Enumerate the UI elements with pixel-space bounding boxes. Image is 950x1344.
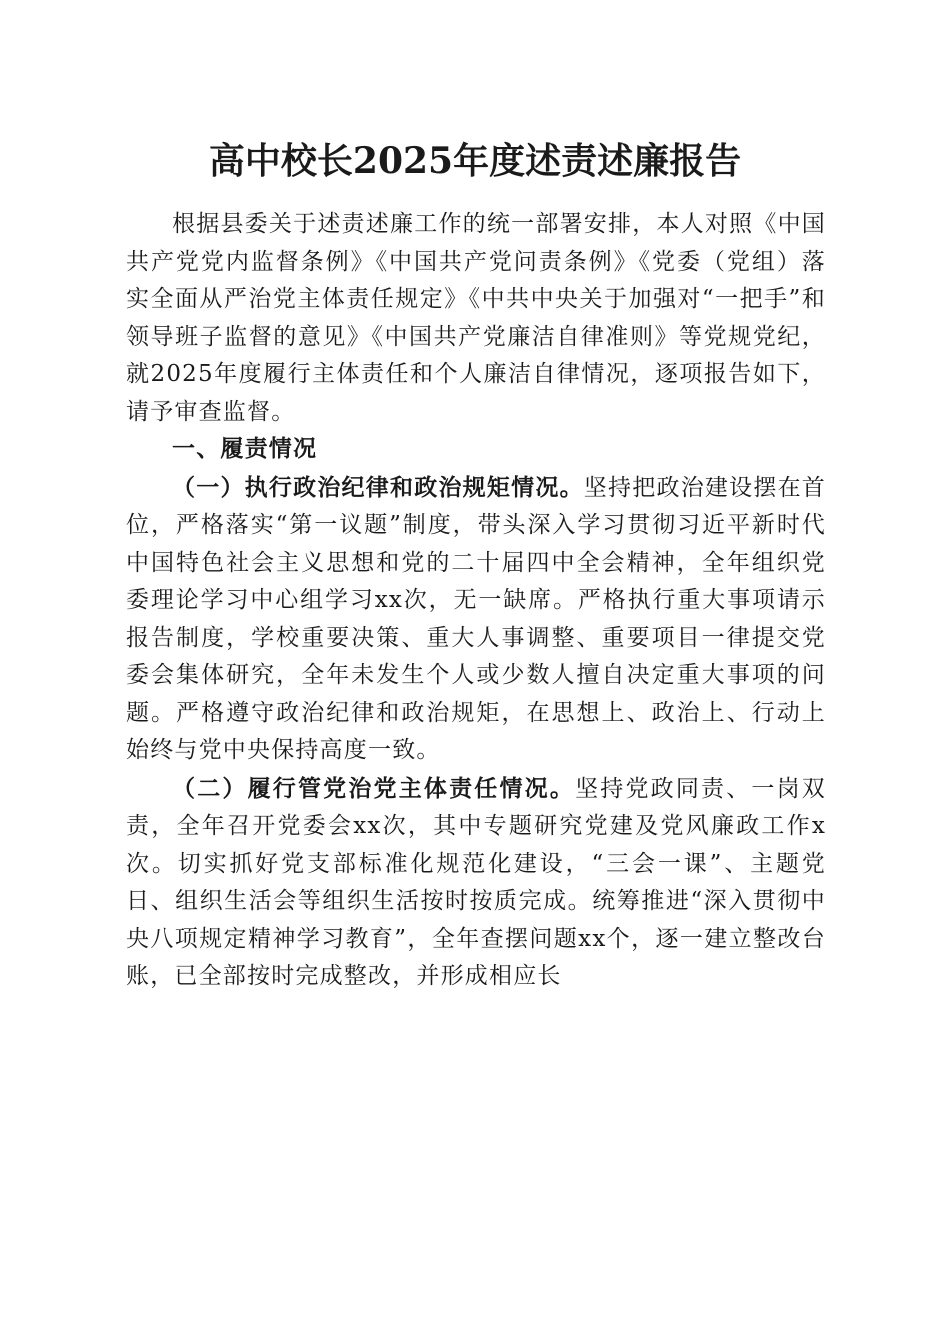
intro-paragraph: 根据县委关于述责述廉工作的统一部署安排，本人对照《中国共产党党内监督条例》《中国共产党问责条例》《党委（党组）落实全面从严治党主体责任规定》《中共中央关于加强对“一把手”和领导班子监督的意见》《中国共产党廉洁自律准则》等党规党纪，就2025年度履行主体责任和个人廉洁自律情况，逐项报告如下，请予审查监督。 [126,211,826,425]
item-party-governance [126,770,826,996]
document-title: 高中校长2025年度述责述廉报告 [208,140,742,182]
item-political-discipline [126,469,826,770]
item-party-governance-lead: （二）履行管党治党主体责任情况。 [172,774,576,802]
item-political-discipline-text: 坚持把政治建设摆在首位，严格落实“第一议题”制度，带头深入学习贯彻习近平新时代中国特色社会主义思想和党的二十届四中全会精神，全年组织党委理论学习中心组学习xx次，无一缺席。严格执行重大事项请示报告制度，学校重要决策、重大人事调整、重要项目一律提交党委会集体研究，全年未发生个人或少数人擅自决定重大事项的问题。严格遵守政治纪律和政治规矩，在思想上、政治上、行动上始终与党中央保持高度一致。 [126,474,827,763]
section-heading-duty: 一、履责情况 [172,436,318,462]
document-body [126,206,826,996]
item-political-discipline-lead: （一）执行政治纪律和政治规矩情况。 [172,473,584,501]
item-party-governance-text: 坚持党政同责、一岗双责，全年召开党委会xx次，其中专题研究党建及党风廉政工作x次。切实抓好党支部标准化规范化建设，“三会一课”、主题党日、组织生活会等组织生活按时按质完成。统筹推进“深入贯彻中央八项规定精神学习教育”，全年查摆问题xx个，逐一建立整改台账，已全部按时完成整改，并形成相应长 [126,775,827,989]
